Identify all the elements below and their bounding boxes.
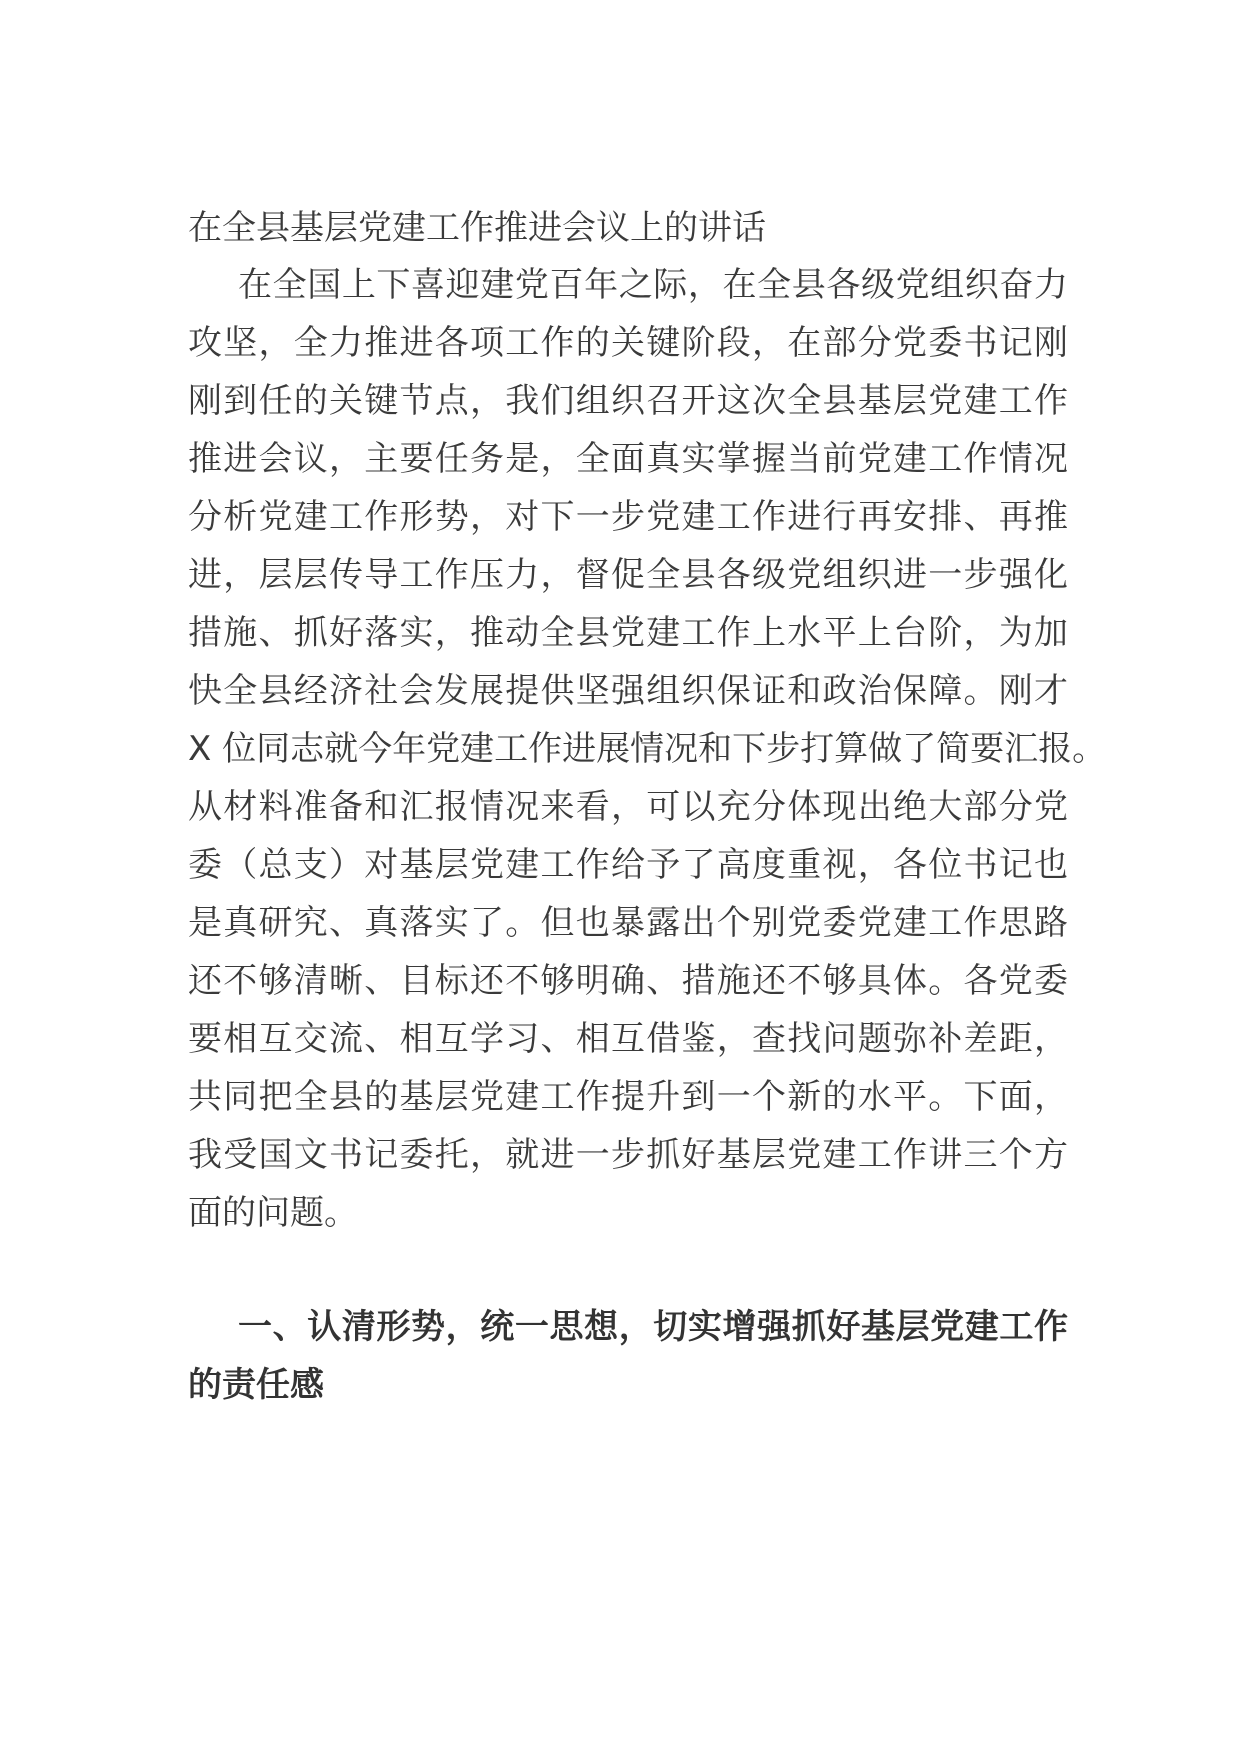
paragraph-line: 共同把全县的基层党建工作提升到一个新的水平。下面， — [188, 1077, 1068, 1117]
paragraph-line: 在全国上下喜迎建党百年之际，在全县各级党组织奋力 — [238, 265, 1068, 305]
section-heading-line: 的责任感 — [188, 1365, 324, 1405]
paragraph-line: 快全县经济社会发展提供坚强组织保证和政治保障。刚才 — [188, 671, 1068, 711]
paragraph-line: 要相互交流、相互学习、相互借鉴，查找问题弥补差距， — [188, 1019, 1068, 1059]
document-title: 在全县基层党建工作推进会议上的讲话 — [188, 208, 766, 248]
paragraph-line: 进，层层传导工作压力，督促全县各级党组织进一步强化 — [188, 555, 1068, 595]
paragraph-line: 推进会议，主要任务是，全面真实掌握当前党建工作情况 — [188, 439, 1068, 479]
paragraph-line: 刚到任的关键节点，我们组织召开这次全县基层党建工作 — [188, 381, 1068, 421]
paragraph-line: 措施、抓好落实，推动全县党建工作上水平上台阶，为加 — [188, 613, 1068, 653]
paragraph-line: X 位同志就今年党建工作进展情况和下步打算做了简要汇报。 — [188, 729, 1107, 769]
paragraph-line: 是真研究、真落实了。但也暴露出个别党委党建工作思路 — [188, 903, 1068, 943]
paragraph-line: 分析党建工作形势，对下一步党建工作进行再安排、再推 — [188, 497, 1068, 537]
paragraph-line: 我受国文书记委托，就进一步抓好基层党建工作讲三个方 — [188, 1135, 1068, 1175]
paragraph-line: 还不够清晰、目标还不够明确、措施还不够具体。各党委 — [188, 961, 1068, 1001]
paragraph-line: 从材料准备和汇报情况来看，可以充分体现出绝大部分党 — [188, 787, 1068, 827]
paragraph-line: 委（总支）对基层党建工作给予了高度重视，各位书记也 — [188, 845, 1068, 885]
paragraph-line: 面的问题。 — [188, 1193, 358, 1233]
paragraph-line: 攻坚，全力推进各项工作的关键阶段，在部分党委书记刚 — [188, 323, 1068, 363]
section-heading-line: 一、认清形势，统一思想，切实增强抓好基层党建工作 — [238, 1307, 1068, 1347]
